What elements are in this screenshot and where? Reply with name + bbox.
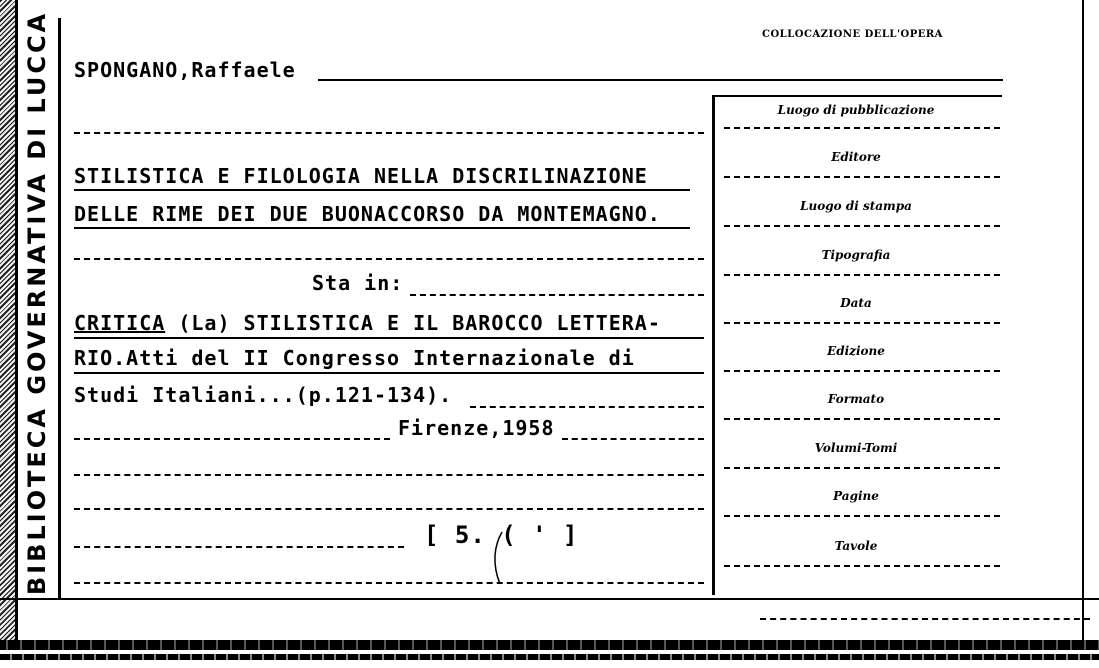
field-rule	[724, 418, 1000, 420]
left-margin-rule	[58, 18, 61, 598]
field-data: Data	[840, 296, 872, 310]
source-line-2: RIO.Atti del II Congresso Internazionale di	[74, 346, 635, 370]
title-rule-2	[74, 227, 690, 229]
field-editore: Editore	[831, 150, 881, 164]
field-rule	[724, 225, 1000, 227]
sta-in-label: Sta in:	[312, 271, 404, 295]
ruled-line	[74, 132, 704, 134]
source-rule-1	[74, 337, 704, 339]
ruled-line	[74, 474, 704, 476]
field-volumi-tomi: Volumi-Tomi	[814, 441, 898, 455]
title-line-2: DELLE RIME DEI DUE BUONACCORSO DA MONTEMAGNO.	[74, 202, 661, 226]
field-tavole: Tavole	[834, 539, 878, 553]
field-rule	[724, 565, 1000, 567]
field-rule	[724, 515, 1000, 517]
place-date: Firenze,1958	[398, 416, 555, 440]
ruled-line	[74, 258, 704, 260]
card-edge-texture	[0, 0, 16, 640]
handwritten-mark	[488, 528, 518, 588]
library-label-vertical	[16, 0, 58, 605]
ruled-line	[74, 508, 704, 510]
fields-column-rule	[712, 95, 715, 595]
field-rule	[724, 127, 1000, 129]
card-bottom-dashes	[760, 618, 1090, 620]
source-rule-2	[74, 372, 704, 374]
field-rule	[724, 176, 1000, 178]
card-bottom-rule	[0, 598, 1099, 600]
source-line-3: Studi Italiani...(p.121-134).	[74, 383, 453, 407]
field-rule	[724, 322, 1000, 324]
ruled-line	[74, 546, 404, 548]
field-pagine: Pagine	[833, 489, 879, 503]
field-formato: Formato	[827, 392, 885, 406]
fields-column-top-rule	[712, 95, 1002, 97]
sta-in-rule	[410, 294, 704, 296]
source-line-1-rest: (La) STILISTICA E IL BAROCCO LETTERA-	[165, 311, 661, 335]
shelfmark: [ 5. ( ' ]	[424, 521, 579, 549]
field-rule	[724, 370, 1000, 372]
place-date-rule-right	[562, 438, 704, 440]
card-bottom-band-lower	[0, 654, 1099, 660]
ruled-line	[74, 582, 704, 584]
field-rule	[724, 274, 1000, 276]
title-line-1: STILISTICA E FILOLOGIA NELLA DISCRILINAZIONE	[74, 164, 648, 188]
source-rule-3	[470, 406, 704, 408]
field-rule	[724, 467, 1000, 469]
source-line-1	[74, 311, 661, 335]
field-luogo-stampa: Luogo di stampa	[800, 199, 912, 213]
library-label: BIBLIOTECA GOVERNATIVA DI LUCCA	[23, 10, 52, 595]
source-journal: CRITICA	[74, 311, 166, 335]
right-edge-rule	[1082, 0, 1084, 640]
author: SPONGANO,Raffaele	[74, 58, 296, 82]
collocation-title: COLLOCAZIONE DELL'OPERA	[762, 29, 943, 40]
field-luogo-pubblicazione: Luogo di pubblicazione	[777, 103, 935, 117]
place-date-rule-left	[74, 438, 390, 440]
field-tipografia: Tipografia	[821, 248, 891, 262]
author-rule	[318, 79, 1003, 81]
title-rule-1	[74, 189, 690, 191]
card-bottom-band	[0, 640, 1099, 650]
field-edizione: Edizione	[827, 344, 885, 358]
